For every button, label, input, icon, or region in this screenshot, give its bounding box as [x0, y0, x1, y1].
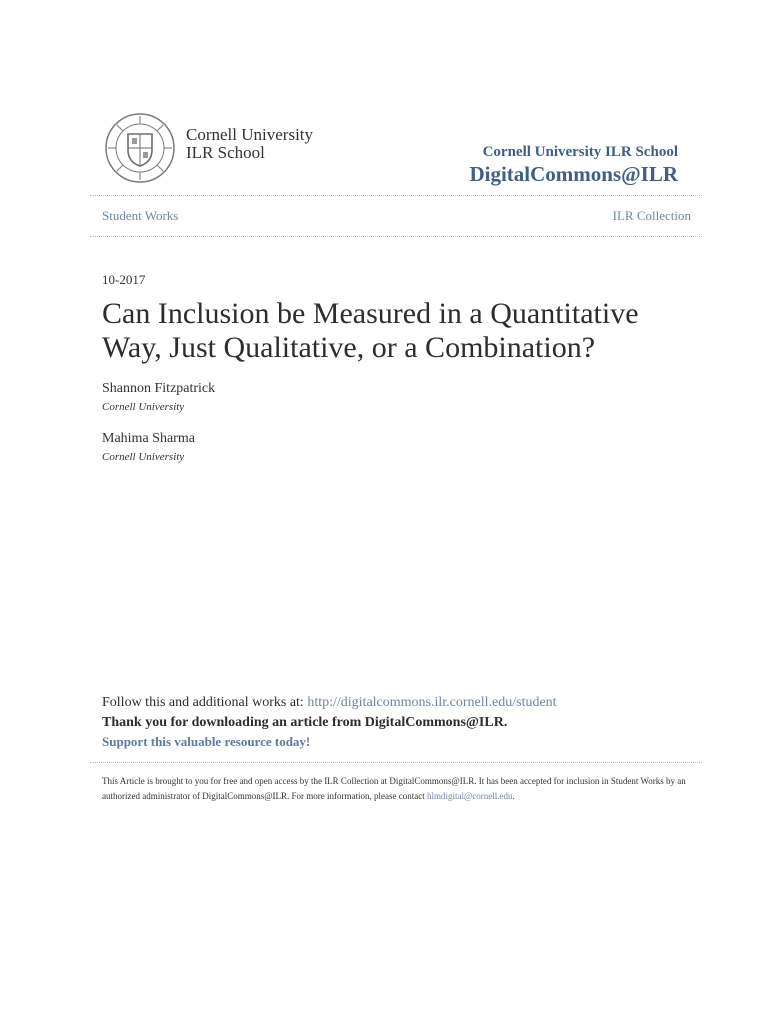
- institution-name: [186, 126, 313, 162]
- repository-name: DigitalCommons@ILR: [469, 162, 678, 186]
- cornell-seal-logo: [104, 112, 176, 184]
- repository-header: [469, 144, 678, 187]
- access-notice: [102, 774, 692, 804]
- nav-divider: [90, 236, 702, 237]
- follow-line: [102, 695, 557, 711]
- notice-end: .: [512, 791, 515, 801]
- notice-text: This Article is brought to you for free and open access by the ILR Collection at DigitalCommons@ILR. It has been accepted for inclusion in Student Works by an authorized administrator of DigitalCommons@ILR. For more information, please contact: [102, 776, 686, 801]
- student-works-link[interactable]: Student Works: [102, 208, 179, 223]
- article-title: Can Inclusion be Measured in a Quantitative Way, Just Qualitative, or a Combination?: [102, 297, 639, 364]
- school-name: Cornell University ILR School: [482, 144, 678, 160]
- author-affiliation: Cornell University: [102, 451, 185, 463]
- author-name: Mahima Sharma: [102, 431, 195, 446]
- author-name: Shannon Fitzpatrick: [102, 381, 216, 396]
- support-link[interactable]: Support this valuable resource today!: [102, 734, 311, 749]
- follow-text: Follow this and additional works at:: [102, 695, 308, 710]
- author-affiliation: Cornell University: [102, 401, 185, 413]
- follow-url-link[interactable]: http://digitalcommons.ilr.cornell.edu/student: [307, 695, 557, 710]
- institution-line1: Cornell University: [186, 125, 314, 144]
- contact-email-link[interactable]: hlmdigital@cornell.edu: [426, 791, 513, 801]
- institution-line2: ILR School: [186, 143, 265, 162]
- thanks-message: Thank you for downloading an article from DigitalCommons@ILR.: [102, 715, 508, 730]
- publication-date: 10-2017: [102, 272, 146, 287]
- header-divider: [90, 195, 702, 196]
- footer-divider: [90, 762, 702, 763]
- ilr-collection-link[interactable]: ILR Collection: [612, 208, 691, 223]
